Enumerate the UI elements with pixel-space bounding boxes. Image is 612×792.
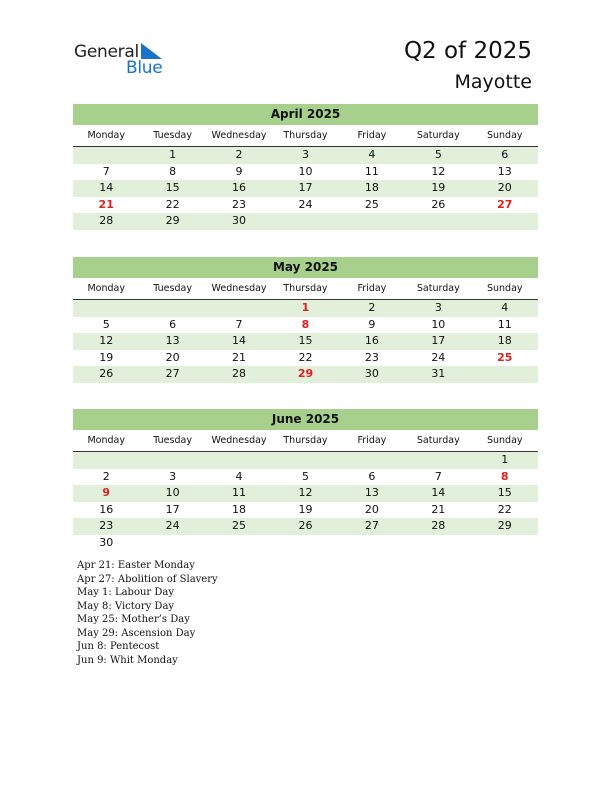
weekday-header-row xyxy=(73,434,538,452)
day-cell: 20 xyxy=(364,502,379,516)
region-name: Mayotte xyxy=(454,71,532,93)
day-cell: 16 xyxy=(364,334,379,348)
logo-text-general: General xyxy=(74,42,139,62)
day-cell: 2 xyxy=(368,301,376,314)
day-cell: 20 xyxy=(497,181,512,195)
day-cell: 10 xyxy=(165,486,180,500)
holiday-item: May 29: Ascension Day xyxy=(77,627,196,639)
day-cell: 28 xyxy=(431,519,446,533)
day-cell xyxy=(73,300,139,317)
day-cell: 21 xyxy=(98,197,114,211)
month-header: May 2025 xyxy=(73,257,538,278)
weekday-label: Thursday xyxy=(283,435,328,446)
week-row xyxy=(73,502,538,519)
weekday-header-row xyxy=(73,129,538,147)
day-cell: 19 xyxy=(431,181,446,195)
weekday-label: Monday xyxy=(87,130,125,141)
day-cell: 23 xyxy=(364,350,379,364)
holiday-item: Apr 21: Easter Monday xyxy=(77,560,195,571)
day-cell: 16 xyxy=(232,181,247,195)
day-cell: 21 xyxy=(431,502,446,516)
day-cell: 13 xyxy=(364,486,379,500)
day-cell: 12 xyxy=(99,334,114,348)
day-cell xyxy=(139,300,205,317)
day-cell: 27 xyxy=(497,197,513,211)
weekday-label: Saturday xyxy=(416,283,460,294)
day-cell: 24 xyxy=(431,350,446,364)
day-cell: 17 xyxy=(165,502,180,516)
day-cell: 10 xyxy=(431,317,446,331)
week-row xyxy=(73,164,538,181)
day-cell: 28 xyxy=(232,367,247,381)
day-cell: 29 xyxy=(297,367,314,381)
day-cell: 17 xyxy=(431,334,446,348)
day-cell: 4 xyxy=(501,301,509,314)
weekday-label: Wednesday xyxy=(211,283,267,294)
day-cell: 5 xyxy=(301,469,309,483)
weekday-label: Tuesday xyxy=(153,435,192,446)
day-cell: 16 xyxy=(99,502,114,516)
day-cell: 1 xyxy=(301,301,310,314)
day-cell xyxy=(272,213,338,230)
day-cell xyxy=(206,452,272,469)
day-cell xyxy=(472,535,538,552)
day-cell: 8 xyxy=(500,469,509,483)
day-cell: 28 xyxy=(99,214,114,228)
day-cell: 27 xyxy=(364,519,379,533)
week-row xyxy=(73,518,538,535)
weekday-label: Tuesday xyxy=(153,283,192,294)
logo-text-blue: Blue xyxy=(126,58,163,78)
day-cell xyxy=(405,213,471,230)
day-cell xyxy=(339,213,405,230)
weekday-label: Friday xyxy=(357,130,387,141)
weekday-label: Saturday xyxy=(416,130,460,141)
weekday-label: Friday xyxy=(357,283,387,294)
weekday-label: Wednesday xyxy=(211,130,267,141)
day-cell: 17 xyxy=(298,181,313,195)
week-row xyxy=(73,180,538,197)
day-cell: 14 xyxy=(99,181,114,195)
day-cell: 27 xyxy=(165,367,180,381)
week-row xyxy=(73,333,538,350)
week-row xyxy=(73,317,538,334)
day-cell: 30 xyxy=(99,535,114,549)
day-cell: 26 xyxy=(431,197,446,211)
week-row xyxy=(73,350,538,367)
day-cell: 22 xyxy=(165,197,180,211)
day-cell: 22 xyxy=(497,502,512,516)
day-cell: 2 xyxy=(102,469,110,483)
day-cell: 3 xyxy=(169,469,177,483)
day-cell: 18 xyxy=(364,181,379,195)
day-cell: 19 xyxy=(298,502,313,516)
day-cell: 19 xyxy=(99,350,114,364)
holiday-item: Apr 27: Abolition of Slavery xyxy=(77,573,218,585)
day-cell: 30 xyxy=(232,214,247,228)
month-header: June 2025 xyxy=(73,409,538,430)
day-cell: 18 xyxy=(232,502,247,516)
day-cell: 29 xyxy=(497,519,512,533)
day-cell: 15 xyxy=(497,486,512,500)
day-cell: 13 xyxy=(165,334,180,348)
day-cell: 11 xyxy=(364,164,379,178)
week-row xyxy=(73,469,538,486)
day-cell: 26 xyxy=(99,367,114,381)
holiday-list xyxy=(77,559,218,667)
logo xyxy=(74,42,174,78)
week-row xyxy=(73,535,538,552)
weekday-label: Sunday xyxy=(486,130,523,141)
day-cell: 25 xyxy=(497,350,513,364)
day-cell: 6 xyxy=(368,469,376,483)
day-cell: 5 xyxy=(102,317,110,331)
weekday-label: Saturday xyxy=(416,435,460,446)
day-cell: 29 xyxy=(165,214,180,228)
weekday-label: Monday xyxy=(87,283,125,294)
day-cell: 21 xyxy=(232,350,247,364)
day-cell: 20 xyxy=(165,350,180,364)
weekday-header-row xyxy=(73,282,538,300)
day-cell: 11 xyxy=(497,317,512,331)
month-calendar xyxy=(73,104,538,230)
holiday-item: Jun 9: Whit Monday xyxy=(77,654,178,666)
holiday-item: May 1: Labour Day xyxy=(77,587,174,598)
day-cell xyxy=(272,535,338,552)
day-cell: 10 xyxy=(298,164,313,178)
day-cell xyxy=(73,452,139,469)
day-cell: 15 xyxy=(165,181,180,195)
day-cell: 6 xyxy=(169,317,177,331)
day-cell: 26 xyxy=(298,519,313,533)
day-cell xyxy=(472,213,538,230)
weekday-label: Sunday xyxy=(486,283,523,294)
holiday-item: May 8: Victory Day xyxy=(77,600,175,612)
logo-triangle-icon xyxy=(141,43,163,59)
weekday-label: Friday xyxy=(357,435,387,446)
day-cell: 9 xyxy=(102,486,111,500)
day-cell: 25 xyxy=(232,519,247,533)
week-row xyxy=(73,300,538,317)
day-cell: 23 xyxy=(232,197,247,211)
day-cell xyxy=(339,535,405,552)
day-cell: 1 xyxy=(169,148,177,161)
month-header: April 2025 xyxy=(73,104,538,125)
day-cell: 7 xyxy=(102,164,110,178)
month-calendar xyxy=(73,257,538,383)
day-cell: 3 xyxy=(434,301,442,314)
day-cell: 30 xyxy=(364,367,379,381)
day-cell xyxy=(405,535,471,552)
weekday-label: Thursday xyxy=(283,130,328,141)
day-cell: 4 xyxy=(368,148,376,161)
week-row xyxy=(73,213,538,230)
day-cell: 12 xyxy=(298,486,313,500)
day-cell: 9 xyxy=(368,317,376,331)
day-cell: 7 xyxy=(434,469,442,483)
day-cell xyxy=(206,535,272,552)
day-cell: 3 xyxy=(301,148,309,161)
month-calendar xyxy=(73,409,538,552)
weekday-label: Tuesday xyxy=(153,130,192,141)
weekday-label: Sunday xyxy=(486,435,523,446)
day-cell xyxy=(139,535,205,552)
day-cell: 6 xyxy=(501,148,509,161)
week-row xyxy=(73,366,538,383)
weekday-label: Wednesday xyxy=(211,435,267,446)
day-cell xyxy=(73,147,139,164)
day-cell: 14 xyxy=(431,486,446,500)
day-cell: 13 xyxy=(497,164,512,178)
day-cell: 31 xyxy=(431,367,446,381)
page-title: Q2 of 2025 xyxy=(403,38,532,64)
week-row xyxy=(73,452,538,469)
day-cell: 12 xyxy=(431,164,446,178)
day-cell: 25 xyxy=(364,197,379,211)
day-cell: 14 xyxy=(232,334,247,348)
day-cell xyxy=(272,452,338,469)
day-cell: 7 xyxy=(235,317,243,331)
day-cell xyxy=(139,452,205,469)
day-cell: 18 xyxy=(497,334,512,348)
day-cell xyxy=(206,300,272,317)
week-row xyxy=(73,485,538,502)
day-cell xyxy=(339,452,405,469)
day-cell xyxy=(472,366,538,383)
day-cell: 8 xyxy=(301,317,310,331)
weekday-label: Thursday xyxy=(283,283,328,294)
day-cell: 24 xyxy=(298,197,313,211)
day-cell: 11 xyxy=(232,486,247,500)
holiday-item: May 25: Mother’s Day xyxy=(77,614,190,625)
week-row xyxy=(73,147,538,164)
day-cell: 8 xyxy=(169,164,177,178)
day-cell: 9 xyxy=(235,164,243,178)
day-cell: 24 xyxy=(165,519,180,533)
week-row xyxy=(73,197,538,214)
day-cell: 1 xyxy=(501,453,509,466)
day-cell: 5 xyxy=(434,148,442,161)
holiday-item: Jun 8: Pentecost xyxy=(77,641,160,652)
day-cell: 2 xyxy=(235,148,243,161)
day-cell: 23 xyxy=(99,519,114,533)
weekday-label: Monday xyxy=(87,435,125,446)
day-cell xyxy=(405,452,471,469)
day-cell: 15 xyxy=(298,334,313,348)
day-cell: 22 xyxy=(298,350,313,364)
day-cell: 4 xyxy=(235,469,243,483)
